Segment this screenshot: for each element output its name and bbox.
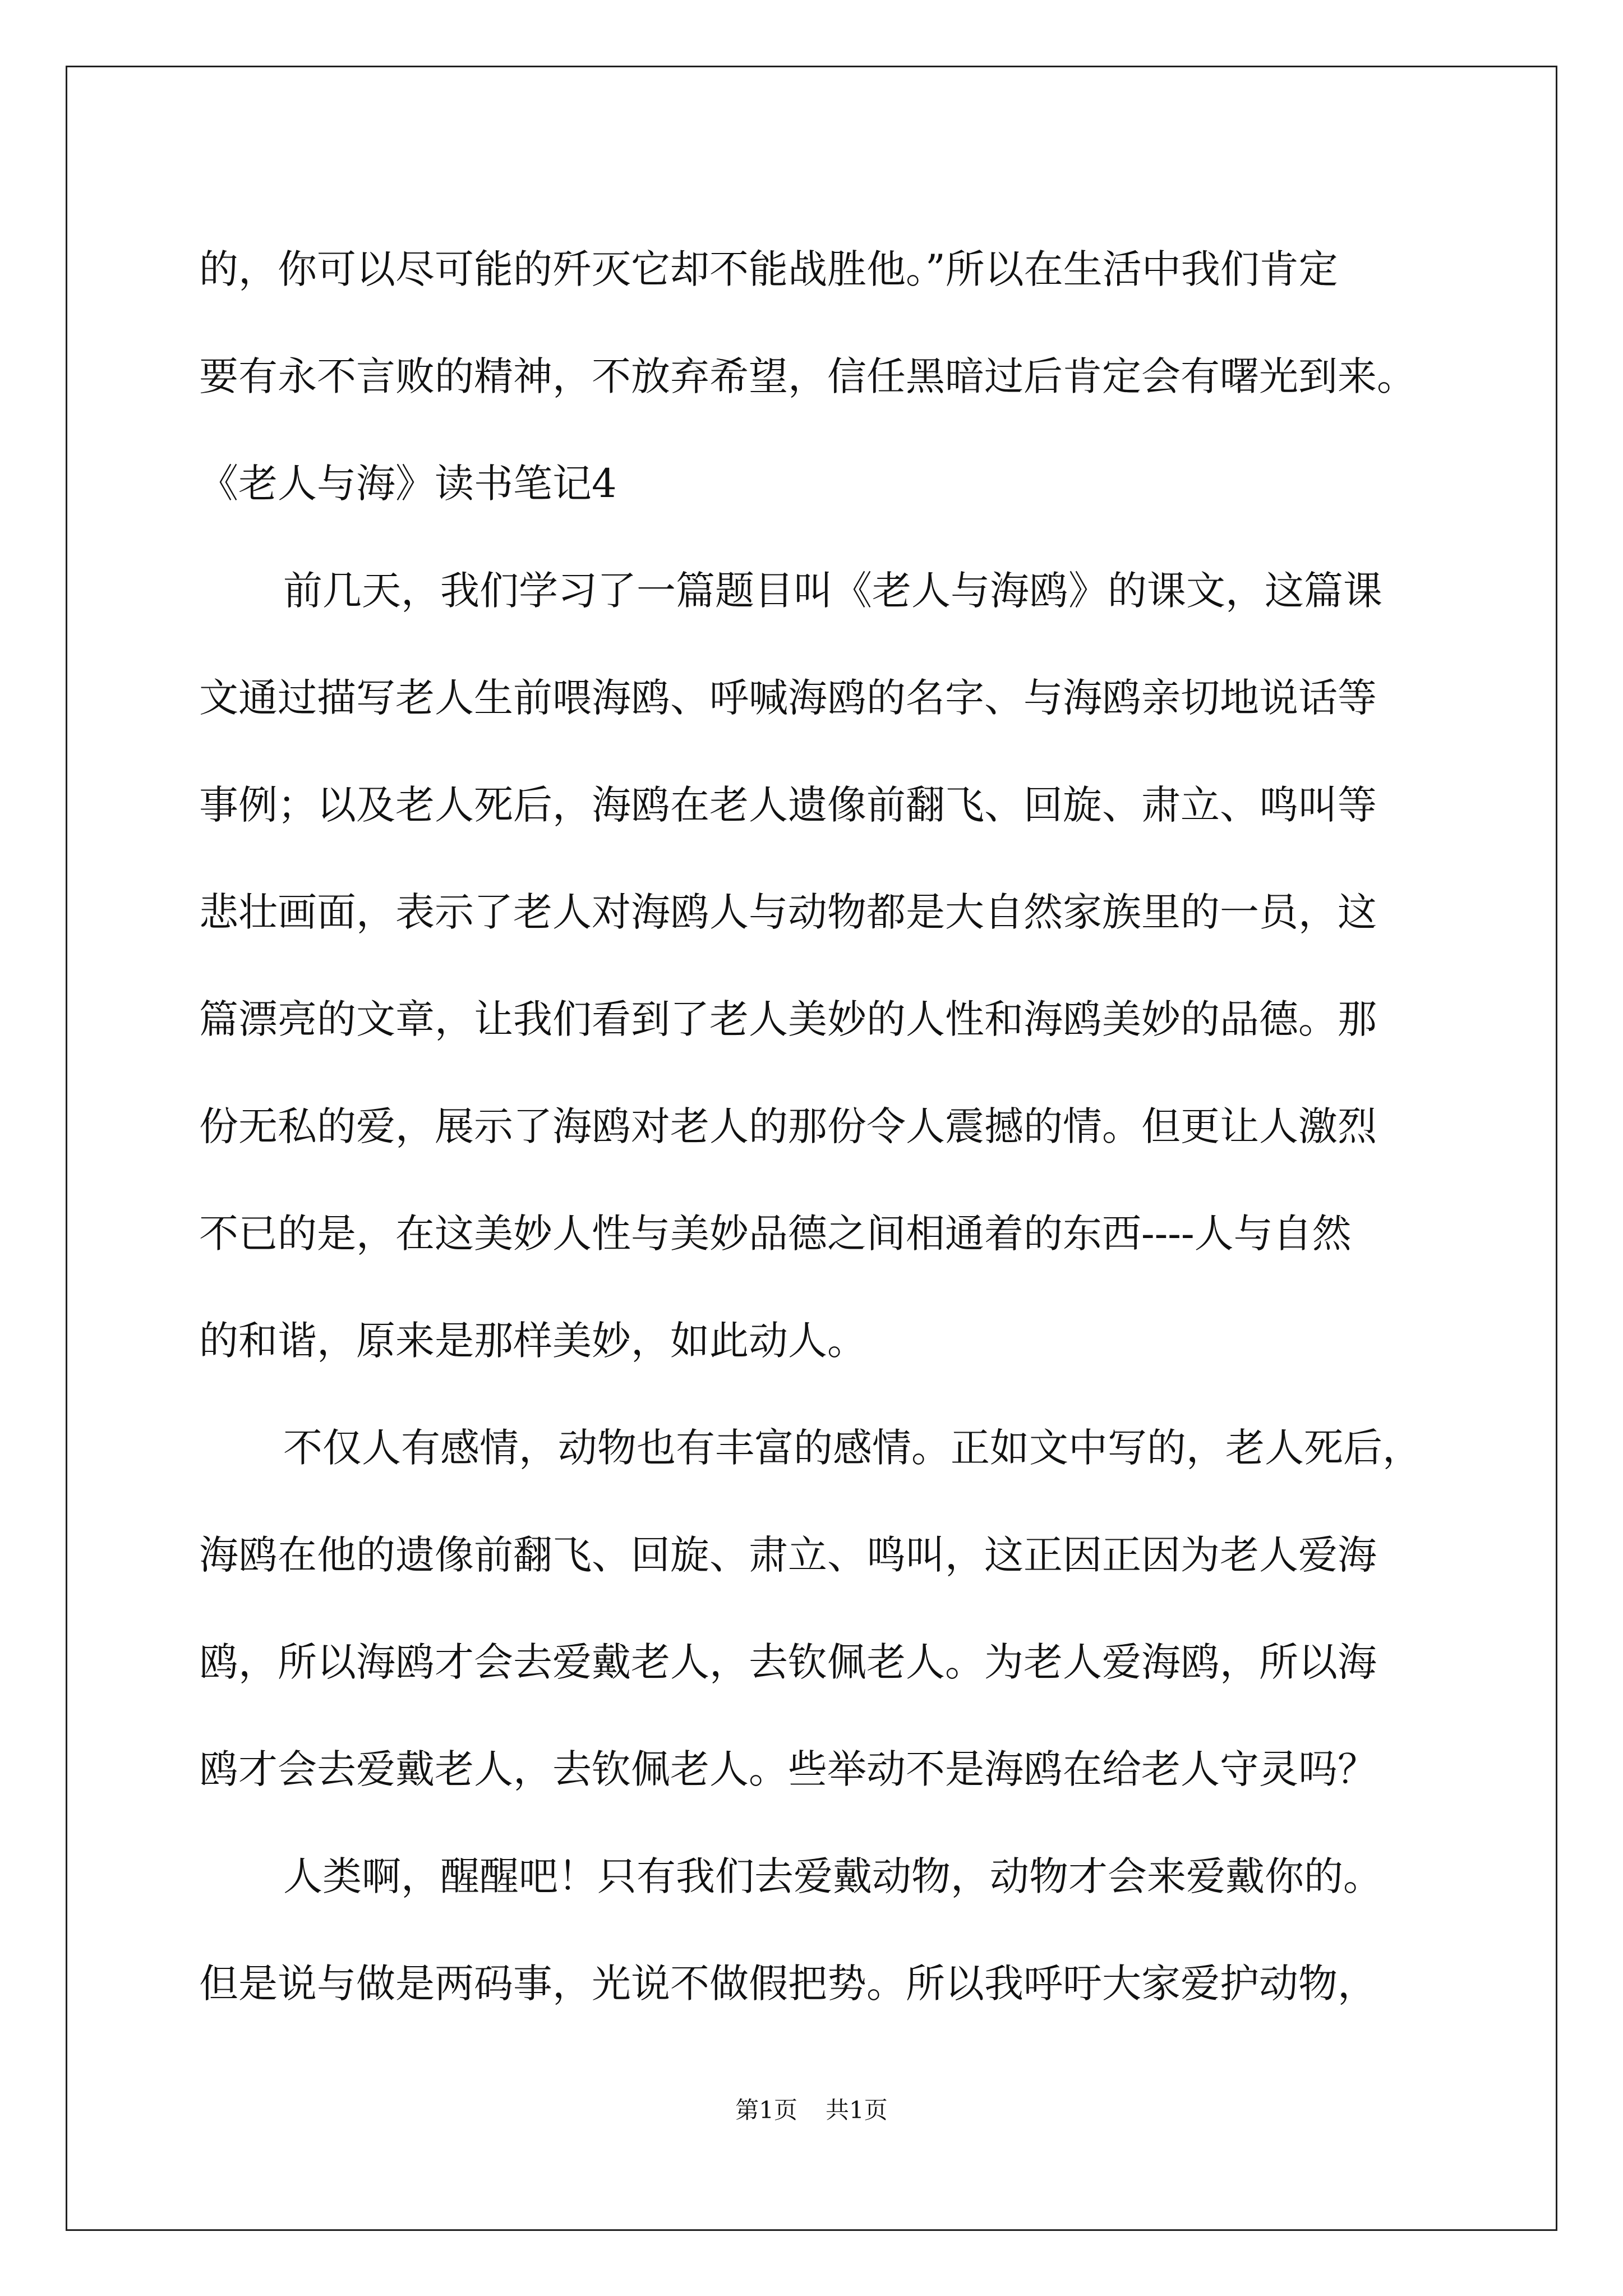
page-number-total: 共1页 xyxy=(826,2096,888,2124)
text-line: 但是说与做是两码事，光说不做假把势。所以我呼吁大家爱护动物， xyxy=(199,1961,1377,2007)
text-line: 的和谐，原来是那样美妙，如此动人。 xyxy=(199,1318,866,1364)
text-line: 鸥，所以海鸥才会去爱戴老人，去钦佩老人。为老人爱海鸥，所以海 xyxy=(199,1639,1377,1685)
text-line: 篇漂亮的文章，让我们看到了老人美妙的人性和海鸥美妙的品德。那 xyxy=(199,996,1377,1042)
page-footer xyxy=(0,2093,1623,2127)
paragraph-start: 人类啊，醒醒吧！只有我们去爱戴动物，动物才会来爱戴你的。 xyxy=(283,1853,1382,1899)
section-heading: 《老人与海》读书笔记4 xyxy=(199,461,617,507)
text-line: 事例；以及老人死后，海鸥在老人遗像前翻飞、回旋、肃立、鸣叫等 xyxy=(199,782,1377,828)
text-line: 海鸥在他的遗像前翻飞、回旋、肃立、鸣叫，这正因正因为老人爱海 xyxy=(199,1532,1377,1578)
text-line: 不已的是，在这美妙人性与美妙品德之间相通着的东西----人与自然 xyxy=(199,1211,1352,1257)
text-line: 文通过描写老人生前喂海鸥、呼喊海鸥的名字、与海鸥亲切地说话等 xyxy=(199,675,1377,721)
text-line: 鸥才会去爱戴老人，去钦佩老人。些举动不是海鸥在给老人守灵吗？ xyxy=(199,1746,1377,1792)
text-line: 悲壮画面，表示了老人对海鸥人与动物都是大自然家族里的一员，这 xyxy=(199,889,1377,935)
text-line: 份无私的爱，展示了海鸥对老人的那份令人震撼的情。但更让人激烈 xyxy=(199,1103,1377,1149)
paragraph-start: 前几天，我们学习了一篇题目叫《老人与海鸥》的课文，这篇课 xyxy=(283,568,1382,614)
text-line: 要有永不言败的精神，不放弃希望，信任黑暗过后肯定会有曙光到来。 xyxy=(199,353,1416,399)
page-number-current: 第1页 xyxy=(735,2096,797,2124)
document-body xyxy=(199,216,1433,2037)
paragraph-start: 不仅人有感情，动物也有丰富的感情。正如文中写的，老人死后， xyxy=(283,1425,1422,1471)
text-line: 的，你可以尽可能的歼灭它却不能战胜他。”所以在生活中我们肯定 xyxy=(199,246,1338,292)
